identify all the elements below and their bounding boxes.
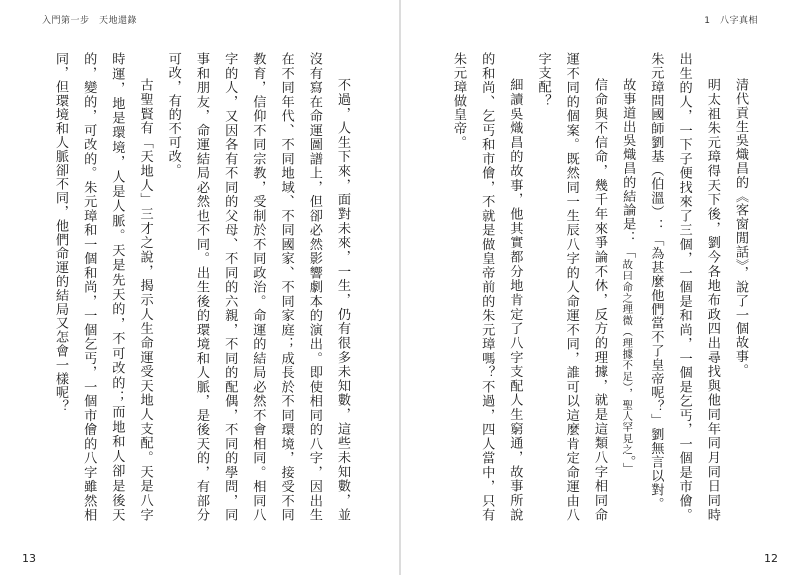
running-head: 1 八字真相 <box>704 16 758 26</box>
quote-paragraph: 故事道出吳熾昌的結論是：「故曰命之理微（理據不足），聖人罕見之。」 <box>620 78 636 477</box>
body-text <box>46 52 356 522</box>
paragraph: 明太祖朱元璋得天下後，劉今各地布政四出尋找與他同年同月同日同時出生的人，一下子便找來了三個，一個是和尚，一個是乞丐，一個是市儈。朱元璋問國師劉基（伯溫）：「為甚麼他們當不了皇帝呢？」劉無言以對。 <box>648 52 720 522</box>
running-head: 入門第一步 天地還錄 <box>42 16 138 26</box>
page-number: 12 <box>764 552 778 565</box>
paragraph: 古聖賢有「天地人」三才之說，揭示人生命運受天地人支配。天是八字時運，地是環境，人是人脈。天是先天的，不可改的；而地和人卻是後天的，變的，可改的。朱元璋和一個和尚，一個乞丐，一個市儈的八字雖然相同，但環境和人脈卻不同，他們命運的結局又怎會一樣呢？ <box>52 52 153 522</box>
paragraph: 細讀吳熾昌的故事，他其實都分地肯定了八字支配人生窮通，故事所說的和尚、乞丐和市儈，不就是做皇帝前的朱元璋嗎？不過，四人當中，只有朱元璋做皇帝。 <box>450 52 523 522</box>
quote-note: 故曰命之理微（理據不足），聖人罕見之 <box>621 259 634 456</box>
paragraph: 不過，人生下來，面對未來，一生，仍有很多未知數，這些未知數，並沒有寫在命運圖譜上，但卻必然影響劇本的演出。即使相同的八字，因出生在不同年代、不同地域、不同國家、不同家庭；成長於不同環境，接受不同教育，信仰不同宗教，受制於不同政治。命運的結局必然不會相同。相同八字的人，又因各有不同的父母、不同的六親，不同的配偶，不同的學問，同事和朋友，命運結局必然也不同。出生後的環境和人脈，是後天的，有部分可改，有的不可改。 <box>165 52 350 522</box>
page-number: 13 <box>22 552 36 565</box>
paragraph: 信命與不信命，幾千年來爭論不休，反方的理據，就是這類八字相同命運不同的個案。既然同一生辰八字的人命運不同，誰可以這麼肯定命運由八字支配？ <box>535 52 607 522</box>
right-page <box>400 0 800 575</box>
paragraph: 清代貢生吳熾昌的《客窗閒話》，說了一個故事。 <box>733 78 748 378</box>
body-text <box>444 52 754 522</box>
